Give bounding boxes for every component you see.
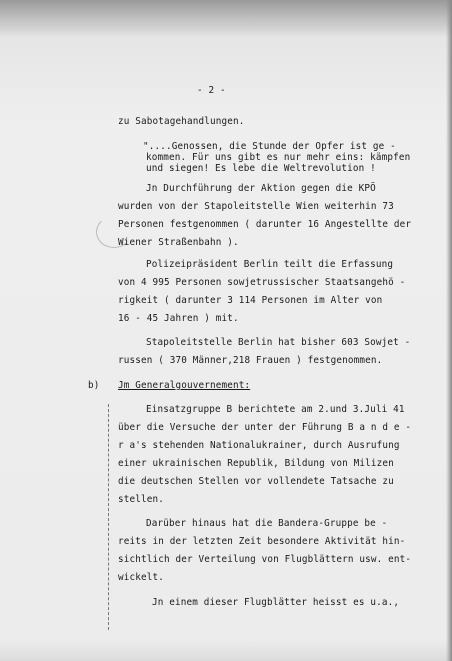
text-line: stellen.: [118, 494, 164, 505]
text-line: Personen festgenommen ( darunter 16 Angestellte der: [118, 219, 412, 230]
margin-line: [108, 404, 110, 630]
text-line: über die Versuche der unter der Führung B a n d e -: [118, 422, 412, 433]
text-line: einer ukrainischen Republik, Bildung von Milizen: [118, 458, 394, 469]
text-line: rigkeit ( darunter 3 114 Personen im Alter von: [118, 295, 383, 306]
text-line: Einsatzgruppe B berichtete am 2.und 3.Juli 41: [146, 404, 405, 415]
text-line: reits in der letzten Zeit besondere Aktivität hin-: [118, 536, 406, 547]
text-line: von 4 995 Personen sowjetrussischer Staatsangehö -: [118, 277, 406, 288]
quote-line: "....Genossen, die Stunde der Opfer ist ge -: [143, 141, 396, 152]
text-line: die deutschen Stellen vor vollendete Tatsache zu: [118, 476, 394, 487]
quote-line: und siegen! Es lebe die Weltrevolution !: [146, 163, 376, 174]
text-line: wickelt.: [118, 572, 164, 583]
text-line: Wiener Straßenbahn ).: [118, 237, 239, 248]
text-line: Stapoleitstelle Berlin hat bisher 603 Sowjet -: [146, 337, 411, 348]
quote-line: kommen. Für uns gibt es nur mehr eins: kämpfen: [146, 152, 411, 163]
text-line: Darüber hinaus hat die Bandera-Gruppe be -: [146, 518, 388, 529]
text-line: Polizeipräsident Berlin teilt die Erfassung: [146, 259, 394, 270]
text-line: Jn Durchführung der Aktion gegen die KPÖ: [146, 183, 376, 194]
section-heading: Jm Generalgouvernement:: [118, 380, 251, 391]
text-line: r a's stehenden Nationalukrainer, durch Ausrufung: [118, 440, 400, 451]
text-line: russen ( 370 Männer,218 Frauen ) festgenommen.: [118, 355, 383, 366]
text-line: wurden von der Stapoleitstelle Wien weiterhin 73: [118, 201, 394, 212]
scan-shadow-top: [0, 0, 452, 36]
text-line: Jn einem dieser Flugblätter heisst es u.a.,: [152, 597, 400, 608]
section-marker: b): [88, 380, 100, 391]
page-number: - 2 -: [197, 85, 226, 96]
scan-shadow-right: [446, 0, 452, 661]
text-line: zu Sabotagehandlungen.: [118, 116, 245, 127]
text-line: sichtlich der Verteilung von Flugblättern usw. ent-: [118, 554, 412, 565]
text-line: 16 - 45 Jahren ) mit.: [118, 313, 239, 324]
